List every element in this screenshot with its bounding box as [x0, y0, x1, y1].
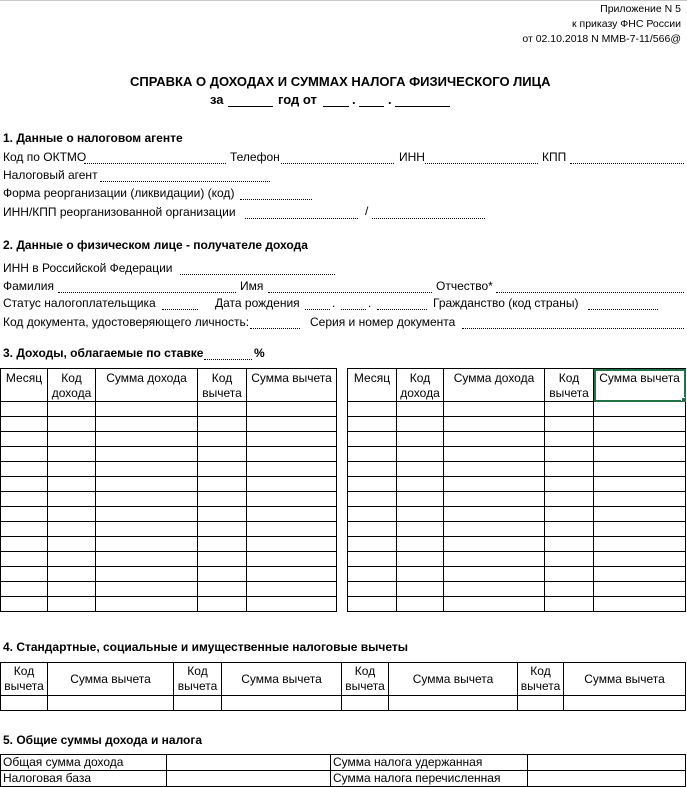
- income-cell[interactable]: [247, 552, 337, 567]
- income-cell[interactable]: [397, 597, 444, 612]
- agent-field[interactable]: [100, 181, 270, 182]
- section-4-heading: 4. Стандартные, социальные и имущественные налоговые вычеты: [3, 640, 408, 654]
- income-cell[interactable]: [594, 447, 686, 462]
- income-cell[interactable]: [545, 552, 594, 567]
- income-cell[interactable]: [247, 417, 337, 432]
- income-row: [348, 492, 686, 507]
- income-cell[interactable]: [96, 447, 198, 462]
- income-cell[interactable]: [545, 507, 594, 522]
- income-cell[interactable]: [96, 477, 198, 492]
- income-cell[interactable]: [48, 417, 96, 432]
- totals-table: [0, 754, 686, 787]
- income-cell[interactable]: [444, 537, 545, 552]
- ded-col-code-1: Код вычета: [1, 663, 48, 696]
- ded-col-code-4: Код вычета: [518, 663, 564, 696]
- income-cell[interactable]: [397, 477, 444, 492]
- inn-label: ИНН: [399, 150, 425, 164]
- income-cell[interactable]: [198, 492, 247, 507]
- ded-cell[interactable]: [564, 696, 686, 711]
- income-cell[interactable]: [348, 597, 397, 612]
- income-cell[interactable]: [48, 402, 96, 417]
- income-cell[interactable]: [594, 552, 686, 567]
- section-1-heading: 1. Данные о налоговом агенте: [3, 131, 183, 145]
- income-cell[interactable]: [48, 462, 96, 477]
- income-cell[interactable]: [444, 402, 545, 417]
- col-deduction-code: Код вычета: [545, 369, 594, 402]
- income-cell[interactable]: [96, 567, 198, 582]
- income-cell[interactable]: [348, 537, 397, 552]
- phone-field[interactable]: [281, 163, 394, 164]
- ded-col-sum-2: Сумма вычета: [222, 663, 342, 696]
- agent-label: Налоговый агент: [3, 168, 98, 182]
- income-row: [1, 597, 337, 612]
- tax-withheld-value[interactable]: [528, 755, 686, 771]
- income-row: [1, 402, 337, 417]
- section-5-heading: 5. Общие суммы дохода и налога: [3, 733, 203, 747]
- total-income-label: Общая сумма дохода: [1, 755, 167, 771]
- income-row: [348, 537, 686, 552]
- income-cell[interactable]: [1, 597, 48, 612]
- reorg-slash: /: [365, 204, 369, 218]
- income-cell[interactable]: [247, 522, 337, 537]
- income-cell[interactable]: [545, 432, 594, 447]
- income-cell[interactable]: [348, 552, 397, 567]
- inn-rf-label: ИНН в Российской Федерации: [3, 261, 173, 275]
- birth-label: Дата рождения: [215, 296, 300, 310]
- col-income-sum: Сумма дохода: [444, 369, 545, 402]
- income-cell[interactable]: [348, 492, 397, 507]
- income-cell[interactable]: [397, 567, 444, 582]
- income-cell[interactable]: [545, 537, 594, 552]
- income-cell[interactable]: [48, 522, 96, 537]
- income-row: [348, 507, 686, 522]
- income-cell[interactable]: [48, 567, 96, 582]
- income-cell[interactable]: [48, 537, 96, 552]
- income-cell[interactable]: [48, 447, 96, 462]
- income-cell[interactable]: [444, 582, 545, 597]
- income-row: [1, 582, 337, 597]
- income-row: [348, 462, 686, 477]
- income-cell[interactable]: [594, 477, 686, 492]
- income-cell[interactable]: [545, 417, 594, 432]
- income-row: [348, 477, 686, 492]
- income-cell[interactable]: [348, 402, 397, 417]
- doc-series-label: Серия и номер документа: [310, 315, 456, 329]
- form-title: СПРАВКА О ДОХОДАХ И СУММАХ НАЛОГА ФИЗИЧЕСКОГО ЛИЦА: [130, 74, 551, 89]
- income-cell[interactable]: [247, 447, 337, 462]
- ded-cell[interactable]: [1, 696, 48, 711]
- income-cell[interactable]: [545, 447, 594, 462]
- rate-field[interactable]: [204, 359, 252, 360]
- income-cell[interactable]: [545, 597, 594, 612]
- income-cell[interactable]: [198, 507, 247, 522]
- income-cell[interactable]: [444, 567, 545, 582]
- income-cell[interactable]: [198, 567, 247, 582]
- income-cell[interactable]: [444, 462, 545, 477]
- income-cell[interactable]: [594, 582, 686, 597]
- income-cell[interactable]: [594, 417, 686, 432]
- income-row: [1, 492, 337, 507]
- income-cell[interactable]: [96, 552, 198, 567]
- income-cell[interactable]: [247, 402, 337, 417]
- income-cell[interactable]: [48, 582, 96, 597]
- income-row: [1, 522, 337, 537]
- birth-dot-2: .: [368, 296, 372, 310]
- birth-dot-1: .: [332, 296, 336, 310]
- birth-year-field[interactable]: [377, 309, 427, 310]
- income-cell[interactable]: [48, 432, 96, 447]
- income-row: [1, 552, 337, 567]
- section-2-heading: 2. Данные о физическом лице - получателе дохода: [3, 238, 308, 252]
- income-table-left: [0, 368, 337, 612]
- income-cell[interactable]: [247, 567, 337, 582]
- income-cell[interactable]: [247, 492, 337, 507]
- doc-series-field[interactable]: [462, 328, 684, 329]
- tax-transferred-value[interactable]: [528, 771, 686, 787]
- income-cell[interactable]: [96, 492, 198, 507]
- income-row: [348, 597, 686, 612]
- income-cell[interactable]: [1, 507, 48, 522]
- reorg-form-label: Форма реорганизации (ликвидации) (код): [3, 186, 235, 200]
- income-cell[interactable]: [48, 507, 96, 522]
- appendix-line-2: к приказу ФНС России: [572, 18, 681, 30]
- income-cell[interactable]: [48, 597, 96, 612]
- income-cell[interactable]: [348, 417, 397, 432]
- income-cell[interactable]: [1, 432, 48, 447]
- income-cell[interactable]: [1, 552, 48, 567]
- income-cell[interactable]: [96, 402, 198, 417]
- doc-code-field[interactable]: [250, 328, 300, 329]
- appendix-line-1: Приложение N 5: [600, 3, 681, 15]
- date-year-field[interactable]: [395, 106, 450, 107]
- name-field[interactable]: [268, 292, 432, 293]
- income-cell[interactable]: [444, 552, 545, 567]
- col-month: Месяц: [1, 369, 48, 402]
- date-dot-2: .: [388, 92, 392, 107]
- col-month: Месяц: [348, 369, 397, 402]
- reorg-inn-field[interactable]: [245, 218, 358, 219]
- income-cell[interactable]: [444, 417, 545, 432]
- income-row: [1, 447, 337, 462]
- income-row: [1, 537, 337, 552]
- income-cell[interactable]: [1, 567, 48, 582]
- ded-cell[interactable]: [222, 696, 342, 711]
- ded-cell[interactable]: [48, 696, 174, 711]
- income-cell[interactable]: [397, 447, 444, 462]
- income-cell[interactable]: [96, 582, 198, 597]
- col-income-code: Код дохода: [48, 369, 96, 402]
- income-cell[interactable]: [198, 537, 247, 552]
- income-cell[interactable]: [348, 477, 397, 492]
- income-cell[interactable]: [198, 582, 247, 597]
- income-cell[interactable]: [444, 477, 545, 492]
- income-cell[interactable]: [545, 402, 594, 417]
- income-row: [348, 522, 686, 537]
- income-cell[interactable]: [397, 537, 444, 552]
- birth-day-field[interactable]: [305, 309, 330, 310]
- income-cell[interactable]: [247, 432, 337, 447]
- oktmo-field[interactable]: [84, 163, 226, 164]
- income-cell[interactable]: [96, 597, 198, 612]
- income-cell[interactable]: [397, 492, 444, 507]
- ded-col-code-3: Код вычета: [342, 663, 389, 696]
- ded-cell[interactable]: [342, 696, 389, 711]
- income-cell[interactable]: [397, 462, 444, 477]
- income-cell[interactable]: [96, 537, 198, 552]
- income-cell[interactable]: [594, 492, 686, 507]
- income-cell[interactable]: [594, 567, 686, 582]
- col-income-sum: Сумма дохода: [96, 369, 198, 402]
- income-cell[interactable]: [594, 537, 686, 552]
- status-label: Статус налогоплательщика: [3, 296, 156, 310]
- income-cell[interactable]: [48, 492, 96, 507]
- income-cell[interactable]: [444, 447, 545, 462]
- income-cell[interactable]: [1, 402, 48, 417]
- date-day-field[interactable]: [323, 106, 349, 107]
- ded-cell[interactable]: [389, 696, 518, 711]
- citizenship-label: Гражданство (код страны): [433, 296, 579, 310]
- income-cell[interactable]: [198, 462, 247, 477]
- name-label: Имя: [240, 279, 264, 293]
- citizenship-field[interactable]: [588, 309, 658, 310]
- col-deduction-code: Код вычета: [198, 369, 247, 402]
- income-cell[interactable]: [247, 537, 337, 552]
- income-cell[interactable]: [348, 462, 397, 477]
- tax-base-label: Налоговая база: [1, 771, 167, 787]
- income-cell[interactable]: [348, 507, 397, 522]
- income-cell[interactable]: [397, 582, 444, 597]
- income-cell[interactable]: [198, 522, 247, 537]
- total-income-value[interactable]: [167, 755, 331, 771]
- patronymic-field[interactable]: [496, 292, 684, 293]
- income-row: [1, 567, 337, 582]
- income-row: [348, 447, 686, 462]
- income-row: [348, 552, 686, 567]
- income-cell[interactable]: [397, 417, 444, 432]
- income-cell[interactable]: [96, 432, 198, 447]
- title-god-ot: год от: [278, 92, 317, 107]
- tax-transferred-label: Сумма налога перечисленная: [331, 771, 528, 787]
- income-row: [1, 477, 337, 492]
- surname-field[interactable]: [58, 292, 236, 293]
- income-cell[interactable]: [48, 477, 96, 492]
- income-cell[interactable]: [348, 582, 397, 597]
- income-cell[interactable]: [96, 522, 198, 537]
- income-cell[interactable]: [1, 522, 48, 537]
- income-cell[interactable]: [247, 462, 337, 477]
- income-cell[interactable]: [348, 567, 397, 582]
- oktmo-label: Код по ОКТМО: [3, 150, 87, 164]
- income-row: [348, 582, 686, 597]
- phone-label: Телефон: [230, 150, 280, 164]
- income-cell[interactable]: [198, 402, 247, 417]
- income-cell[interactable]: [594, 597, 686, 612]
- income-cell[interactable]: [545, 492, 594, 507]
- income-cell[interactable]: [1, 582, 48, 597]
- income-cell[interactable]: [397, 552, 444, 567]
- income-cell[interactable]: [198, 432, 247, 447]
- income-row: [348, 432, 686, 447]
- title-za: за: [210, 92, 224, 107]
- appendix-line-3: от 02.10.2018 N ММВ-7-11/566@: [522, 33, 681, 45]
- income-cell[interactable]: [397, 522, 444, 537]
- income-cell[interactable]: [545, 567, 594, 582]
- income-cell[interactable]: [247, 507, 337, 522]
- income-cell[interactable]: [397, 402, 444, 417]
- income-cell[interactable]: [198, 597, 247, 612]
- reorg-inn-label: ИНН/КПП реорганизованной организации: [3, 205, 236, 219]
- status-field[interactable]: [162, 309, 198, 310]
- income-table-right: [347, 368, 686, 612]
- income-cell[interactable]: [198, 417, 247, 432]
- income-cell[interactable]: [397, 507, 444, 522]
- income-cell[interactable]: [96, 507, 198, 522]
- income-cell[interactable]: [1, 447, 48, 462]
- income-row: [348, 417, 686, 432]
- income-cell[interactable]: [247, 477, 337, 492]
- inn-rf-field[interactable]: [180, 274, 335, 275]
- percent-sign: %: [254, 346, 265, 360]
- income-row: [1, 507, 337, 522]
- income-cell[interactable]: [594, 507, 686, 522]
- ded-col-code-2: Код вычета: [174, 663, 222, 696]
- top-border: [0, 0, 687, 1]
- section-3-heading: 3. Доходы, облагаемые по ставке: [3, 346, 204, 360]
- income-cell[interactable]: [545, 582, 594, 597]
- col-deduction-sum: Сумма вычета: [247, 369, 337, 402]
- income-row: [1, 432, 337, 447]
- income-cell[interactable]: [444, 492, 545, 507]
- appendix-header: [522, 2, 681, 47]
- patronymic-label: Отчество*: [436, 279, 493, 293]
- income-cell[interactable]: [198, 552, 247, 567]
- income-cell[interactable]: [594, 522, 686, 537]
- reorg-form-field[interactable]: [240, 199, 312, 200]
- income-cell[interactable]: [348, 432, 397, 447]
- year-field[interactable]: [228, 106, 273, 107]
- doc-code-label: Код документа, удостоверяющего личность:: [3, 315, 250, 329]
- income-cell[interactable]: [444, 507, 545, 522]
- tax-base-value[interactable]: [167, 771, 331, 787]
- income-cell[interactable]: [444, 597, 545, 612]
- income-cell[interactable]: [247, 582, 337, 597]
- kpp-field[interactable]: [570, 163, 684, 164]
- income-row: [1, 417, 337, 432]
- ded-col-sum-1: Сумма вычета: [48, 663, 174, 696]
- surname-label: Фамилия: [3, 279, 54, 293]
- income-cell[interactable]: [594, 402, 686, 417]
- income-cell[interactable]: [48, 552, 96, 567]
- inn-field[interactable]: [425, 163, 538, 164]
- income-cell[interactable]: [444, 432, 545, 447]
- income-cell[interactable]: [96, 417, 198, 432]
- income-cell[interactable]: [1, 417, 48, 432]
- income-row: [1, 462, 337, 477]
- date-dot-1: .: [352, 92, 356, 107]
- ded-cell[interactable]: [518, 696, 564, 711]
- col-deduction-sum-selected-cell[interactable]: Сумма вычета: [594, 369, 686, 402]
- reorg-kpp-field[interactable]: [372, 218, 485, 219]
- income-cell[interactable]: [96, 462, 198, 477]
- birth-month-field[interactable]: [341, 309, 366, 310]
- income-row: [348, 402, 686, 417]
- col-income-code: Код дохода: [397, 369, 444, 402]
- income-cell[interactable]: [545, 477, 594, 492]
- income-cell[interactable]: [348, 522, 397, 537]
- income-row: [348, 567, 686, 582]
- deductions-table: [0, 662, 686, 711]
- date-month-field[interactable]: [359, 106, 384, 107]
- tax-withheld-label: Сумма налога удержанная: [331, 755, 528, 771]
- income-cell[interactable]: [545, 522, 594, 537]
- ded-cell[interactable]: [174, 696, 222, 711]
- income-cell[interactable]: [1, 462, 48, 477]
- income-cell[interactable]: [594, 432, 686, 447]
- ded-col-sum-3: Сумма вычета: [389, 663, 518, 696]
- income-cell[interactable]: [247, 597, 337, 612]
- income-cell[interactable]: [1, 492, 48, 507]
- income-cell[interactable]: [1, 477, 48, 492]
- income-cell[interactable]: [397, 432, 444, 447]
- income-cell[interactable]: [198, 447, 247, 462]
- income-cell[interactable]: [594, 462, 686, 477]
- income-cell[interactable]: [444, 522, 545, 537]
- income-cell[interactable]: [348, 447, 397, 462]
- income-cell[interactable]: [198, 477, 247, 492]
- kpp-label: КПП: [542, 150, 567, 164]
- income-cell[interactable]: [545, 462, 594, 477]
- ded-col-sum-4: Сумма вычета: [564, 663, 686, 696]
- income-cell[interactable]: [1, 537, 48, 552]
